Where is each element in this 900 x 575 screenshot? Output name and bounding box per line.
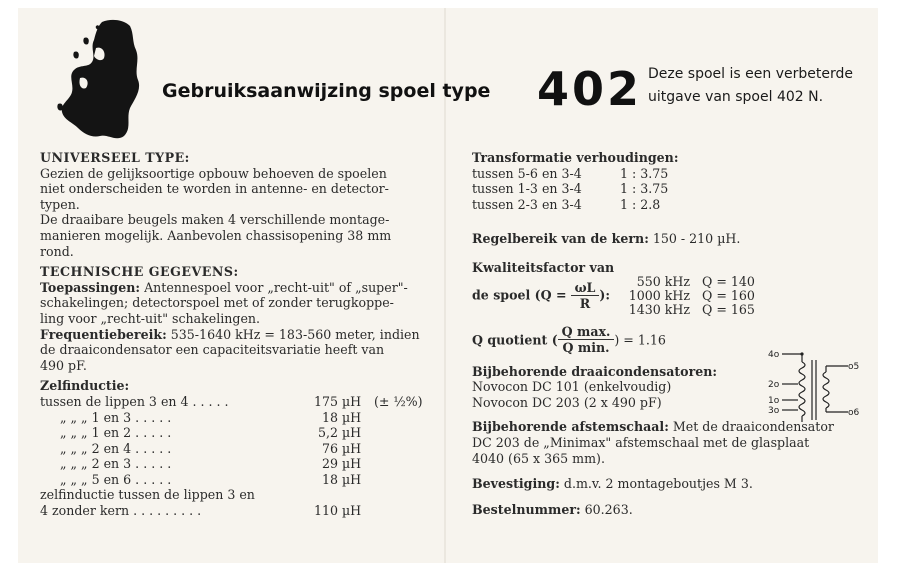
frequentiebereik-line: de draaicondensator een capaciteitsvariatie heeft van bbox=[40, 342, 385, 358]
zelf-unit: µH bbox=[342, 409, 362, 425]
zelf-desc: „ „ „ 1 en 3 . . . . . bbox=[60, 409, 172, 425]
zelfinductie-row bbox=[40, 425, 435, 441]
zelf-desc: „ „ „ 1 en 2 . . . . . bbox=[60, 425, 172, 441]
kwal-freq: 1000 kHz bbox=[628, 287, 690, 303]
frequentiebereik-label: Frequentiebereik: bbox=[40, 326, 167, 342]
zelf-unit: µH bbox=[342, 440, 362, 456]
pin-label-6: o6 bbox=[848, 408, 860, 418]
zelfinductie-row bbox=[40, 410, 435, 426]
universeel-line: manieren mogelijk. Aanbevolen chassisopening 38 mm bbox=[40, 227, 392, 243]
universeel-line: typen. bbox=[40, 196, 80, 212]
universeel-line: Gezien de gelijksoortige opbouw behoeven de spoelen bbox=[40, 165, 387, 181]
bevestiging-label: Bevestiging: bbox=[472, 476, 560, 492]
draaicondensator-line: Novocon DC 101 (enkelvoudig) bbox=[472, 379, 672, 395]
pin-label-2: 2o bbox=[768, 380, 780, 390]
trans-desc: tussen 5-6 en 3-4 bbox=[472, 165, 582, 181]
zelf-note-unit: µH bbox=[342, 503, 362, 519]
kwal-freq: 1430 kHz bbox=[628, 301, 690, 317]
transformatie-heading: Transformatie verhoudingen: bbox=[472, 150, 679, 165]
zelfinductie-row bbox=[40, 394, 435, 410]
zelfinductie-row bbox=[40, 472, 435, 488]
zelf-note-value: 110 bbox=[313, 503, 338, 519]
trans-ratio: 1 : 3.75 bbox=[620, 181, 669, 197]
zelf-unit: µH bbox=[342, 471, 362, 487]
bestelnummer-value: 60.263. bbox=[584, 501, 633, 517]
zelf-desc: „ „ „ 5 en 6 . . . . . bbox=[60, 471, 172, 487]
zelf-desc: „ „ „ 2 en 3 . . . . . bbox=[60, 456, 172, 472]
zelfinductie-heading: Zelfinductie: bbox=[40, 378, 130, 394]
frequentiebereik-text: 535-1640 kHz = 183-560 meter, indien bbox=[170, 326, 420, 342]
afstemschaal-line: 4040 (65 x 365 mm). bbox=[472, 450, 605, 466]
kwaliteitsfactor-block bbox=[472, 273, 872, 317]
pin-label-1: 1o bbox=[768, 396, 780, 406]
zelf-value: 175 bbox=[313, 393, 338, 409]
header-note-line-1: Deze spoel is een verbeterde bbox=[648, 66, 853, 82]
zelf-value: 29 bbox=[321, 456, 338, 472]
kwal-q: Q = 165 bbox=[702, 301, 755, 317]
zelf-value: 18 bbox=[321, 409, 338, 425]
zelf-unit: µH bbox=[342, 425, 362, 441]
zelf-desc: „ „ „ 2 en 4 . . . . . bbox=[60, 440, 172, 456]
toepassingen-text: Antennespoel voor „recht-uit" of „super"- bbox=[144, 279, 408, 295]
netherlands-map-logo bbox=[50, 16, 146, 144]
pin-label-5: o5 bbox=[848, 362, 860, 372]
regelbereik-label: Regelbereik van de kern: bbox=[472, 231, 649, 247]
quot-label: Q quotient ( bbox=[472, 331, 558, 347]
right-column bbox=[472, 150, 872, 517]
kwal-q: Q = 160 bbox=[702, 287, 755, 303]
afstemschaal-label: Bijbehorende afstemschaal: bbox=[472, 419, 669, 435]
kwal-denominator: R bbox=[579, 296, 591, 312]
frequentiebereik-line: 490 pF. bbox=[40, 357, 87, 373]
kwal-fraction bbox=[571, 280, 600, 312]
zelf-unit: µH bbox=[342, 393, 362, 409]
quot-value: ) = 1.16 bbox=[614, 331, 666, 347]
zelf-value: 18 bbox=[321, 471, 338, 487]
zelfinductie-row bbox=[40, 441, 435, 457]
zelf-extra: (± ½%) bbox=[374, 393, 423, 409]
draaicondensatoren-heading: Bijbehorende draaicondensatoren: bbox=[472, 363, 718, 379]
toepassingen-line: schakelingen; detectorspoel met of zonder terugkoppe- bbox=[40, 295, 394, 311]
coil-schematic bbox=[768, 344, 868, 436]
zelf-note-desc: 4 zonder kern . . . . . . . . . bbox=[40, 503, 202, 519]
left-column bbox=[40, 150, 435, 519]
quot-denominator: Q min. bbox=[562, 340, 610, 356]
trans-ratio: 1 : 2.8 bbox=[620, 196, 661, 212]
zelf-unit: µH bbox=[342, 456, 362, 472]
zelfinductie-note: zelfinductie tussen de lippen 3 en bbox=[40, 487, 255, 503]
transformatie-row bbox=[472, 197, 872, 213]
quot-numerator: Q max. bbox=[558, 324, 615, 341]
trans-desc: tussen 2-3 en 3-4 bbox=[472, 196, 582, 212]
type-number: 402 bbox=[537, 62, 643, 116]
kwaliteitsfactor-heading: Kwaliteitsfactor van bbox=[472, 259, 615, 275]
toepassingen-label: Toepassingen: bbox=[40, 279, 141, 295]
draaicondensator-line: Novocon DC 203 (2 x 490 pF) bbox=[472, 394, 662, 410]
zelf-value: 76 bbox=[321, 440, 338, 456]
quot-fraction bbox=[558, 324, 615, 356]
zelf-value: 5,2 bbox=[317, 425, 338, 441]
trans-ratio: 1 : 3.75 bbox=[620, 165, 669, 181]
universeel-line: De draaibare beugels maken 4 verschillende montage- bbox=[40, 212, 390, 228]
kwal-freq: 550 kHz bbox=[636, 273, 690, 289]
bestelnummer-label: Bestelnummer: bbox=[472, 501, 581, 517]
toepassingen-line: ling voor „recht-uit" schakelingen. bbox=[40, 310, 261, 326]
universeel-line: rond. bbox=[40, 243, 74, 259]
kwal-formula-label: de spoel (Q = bbox=[472, 287, 567, 303]
zelfinductie-note-row bbox=[40, 503, 435, 519]
kwal-close: ): bbox=[599, 287, 611, 303]
transformatie-row bbox=[472, 166, 872, 182]
regelbereik-value: 150 - 210 µH. bbox=[652, 231, 741, 247]
kwal-numerator: ωL bbox=[571, 280, 600, 297]
header-note-line-2: uitgave van spoel 402 N. bbox=[648, 89, 824, 105]
zelfinductie-row bbox=[40, 456, 435, 472]
bevestiging-value: d.m.v. 2 montageboutjes M 3. bbox=[563, 476, 753, 492]
pin-label-3: 3o bbox=[768, 406, 780, 416]
pin-label-4: 4o bbox=[768, 350, 780, 360]
afstemschaal-text: Met de draaicondensator bbox=[672, 419, 834, 435]
trans-desc: tussen 1-3 en 3-4 bbox=[472, 181, 582, 197]
afstemschaal-line: DC 203 de „Minimax" afstemschaal met de glasplaat bbox=[472, 434, 810, 450]
page-title: Gebruiksaanwijzing spoel type bbox=[162, 80, 491, 102]
technische-heading: TECHNISCHE GEGEVENS: bbox=[40, 264, 239, 280]
universeel-heading: UNIVERSEEL TYPE: bbox=[40, 150, 190, 165]
zelf-desc: tussen de lippen 3 en 4 . . . . . bbox=[40, 393, 229, 409]
transformatie-row bbox=[472, 181, 872, 197]
kwal-q: Q = 140 bbox=[702, 273, 755, 289]
universeel-line: niet onderscheiden te worden in antenne- en detector- bbox=[40, 181, 389, 197]
